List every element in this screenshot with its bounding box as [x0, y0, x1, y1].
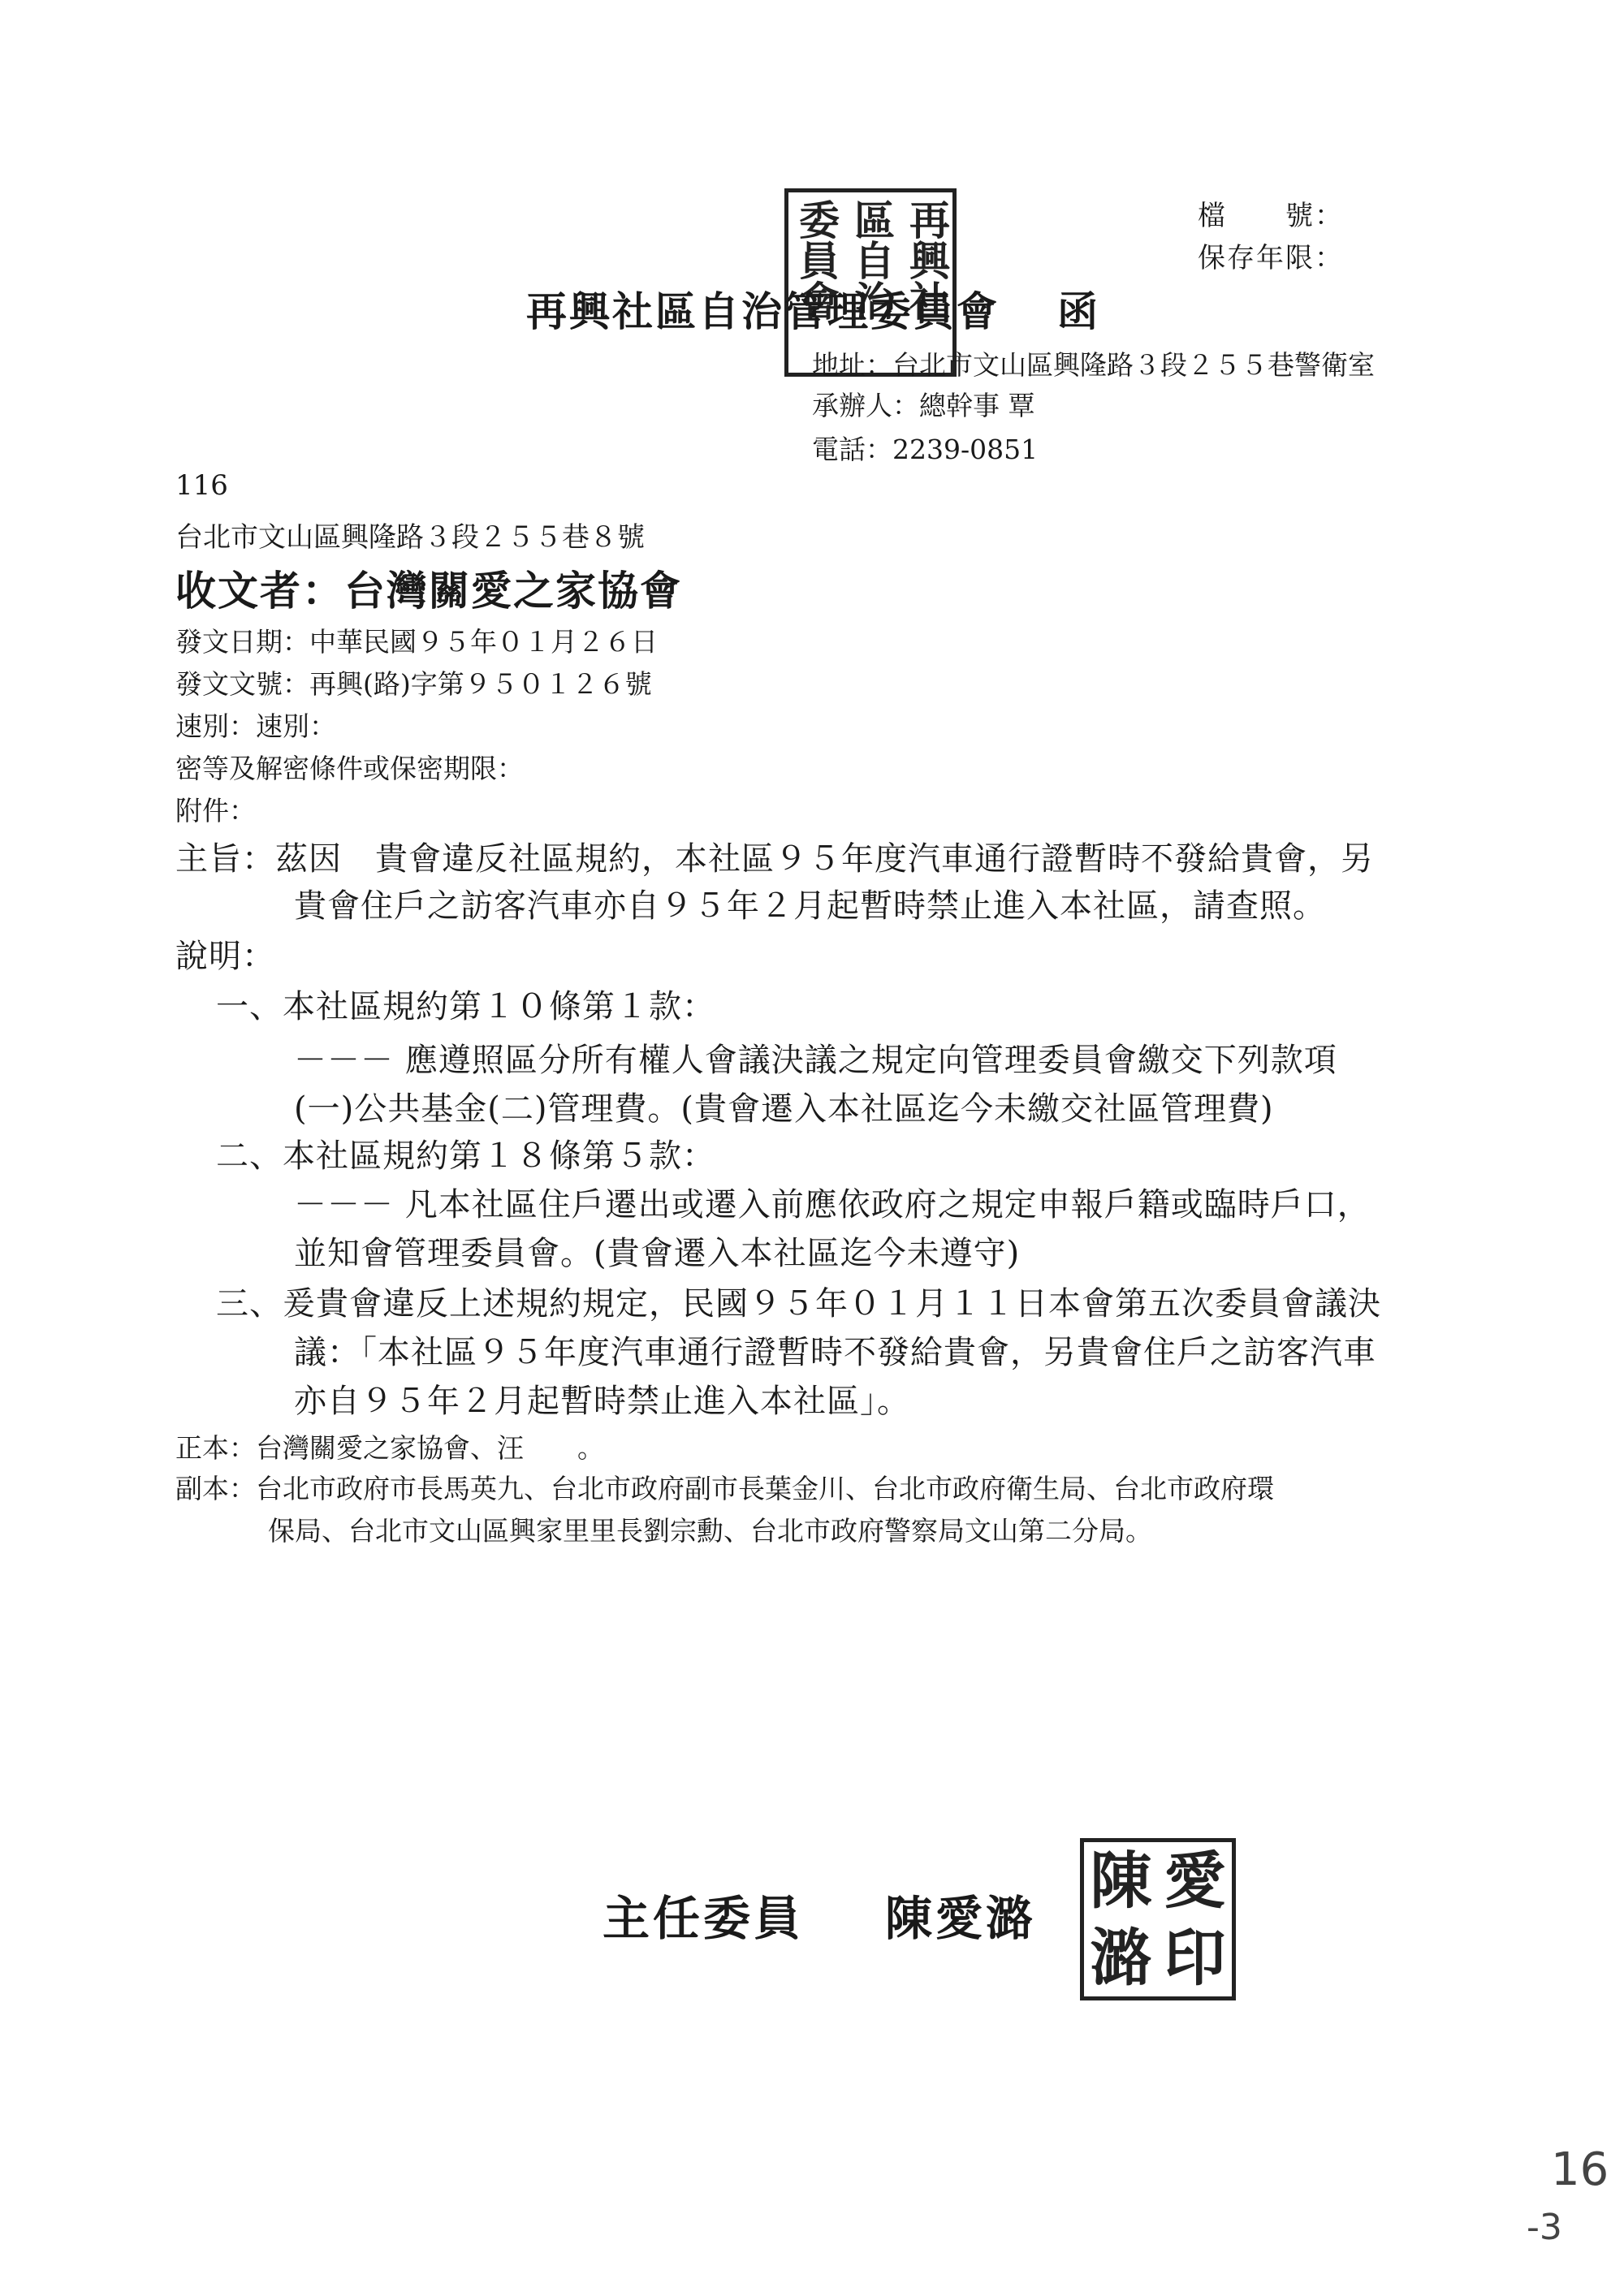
explanation-item-1-heading: 一、本社區規約第１０條第１款：: [216, 988, 715, 1025]
handwritten-page-mark-sub: -3: [1527, 2207, 1562, 2248]
file-number-label: 檔 號：: [1198, 200, 1344, 232]
phone: 電話：2239-0851: [812, 434, 1039, 465]
original-recipients: 正本：台灣關愛之家協會、汪 。: [175, 1432, 604, 1464]
recipient: 收文者：台灣關愛之家協會: [175, 567, 682, 615]
explanation-item-1-line-1: －－－ 應遵照區分所有權人會議決議之規定向管理委員會繳交下列款項: [294, 1042, 1337, 1079]
copy-recipients-line-2: 保局、台北市文山區興家里里長劉宗勳、台北市政府警察局文山第二分局。: [268, 1515, 1152, 1547]
signer-title: 主任委員: [603, 1891, 805, 1946]
explanation-item-3-line-2: 議：「本社區９５年度汽車通行證暫時不發給貴會，另貴會住戶之訪客汽車: [294, 1334, 1376, 1371]
subject-line-2: 貴會住戶之訪客汽車亦自９５年２月起暫時禁止進入本社區，請查照。: [294, 887, 1326, 925]
explanation-item-2-heading: 二、本社區規約第１８條第５款：: [216, 1137, 715, 1175]
subject-line-1: 主旨：茲因 貴會違反社區規約，本社區９５年度汽車通行證暫時不發給貴會，另: [175, 840, 1374, 878]
retention-period-label: 保存年限：: [1198, 242, 1344, 274]
speed-class: 速別：速別：: [175, 710, 336, 742]
document-number: 發文文號：再興(路)字第９５０１２６號: [175, 668, 652, 700]
committee-seal: 再興社 區自治 委員會: [784, 188, 957, 377]
secrecy-level: 密等及解密條件或保密期限：: [175, 753, 524, 784]
explanation-item-2-line-2: 並知會管理委員會。(貴會遷入本社區迄今未遵守): [294, 1235, 1021, 1272]
handwritten-page-mark: 16: [1551, 2143, 1609, 2196]
recipient-address: 台北市文山區興隆路３段２５５巷８號: [175, 521, 645, 554]
organization-name: 再興社區自治管理委員會: [526, 287, 1000, 335]
document-type: 函: [1057, 287, 1100, 335]
issue-date: 發文日期：中華民國９５年０１月２６日: [175, 626, 658, 658]
signer-name: 陳愛潞: [885, 1891, 1037, 1946]
copy-recipients-line-1: 副本：台北市政府市長馬英九、台北市政府副市長葉金川、台北市政府衛生局、台北市政府環: [175, 1473, 1274, 1504]
explanation-item-3-line-3: 亦自９５年２月起暫時禁止進入本社區」。: [294, 1383, 910, 1420]
attachment: 附件：: [175, 795, 256, 826]
handler: 承辦人：總幹事 覃: [812, 390, 1035, 421]
chair-seal: 陳 愛 潞 印: [1080, 1838, 1236, 2000]
explanation-item-2-line-1: －－－ 凡本社區住戶遷出或遷入前應依政府之規定申報戶籍或臨時戶口，: [294, 1186, 1371, 1224]
explanation-item-1-line-2: (一)公共基金(二)管理費。(貴會遷入本社區迄今未繳交社區管理費): [294, 1090, 1274, 1128]
explanation-label: 說明：: [175, 938, 275, 975]
explanation-item-3-line-1: 三、爰貴會違反上述規約規定，民國９５年０１月１１日本會第五次委員會議決: [216, 1285, 1381, 1323]
sender-address: 地址：台北市文山區興隆路３段２５５巷警衛室: [812, 349, 1375, 381]
postal-code: 116: [175, 469, 228, 502]
